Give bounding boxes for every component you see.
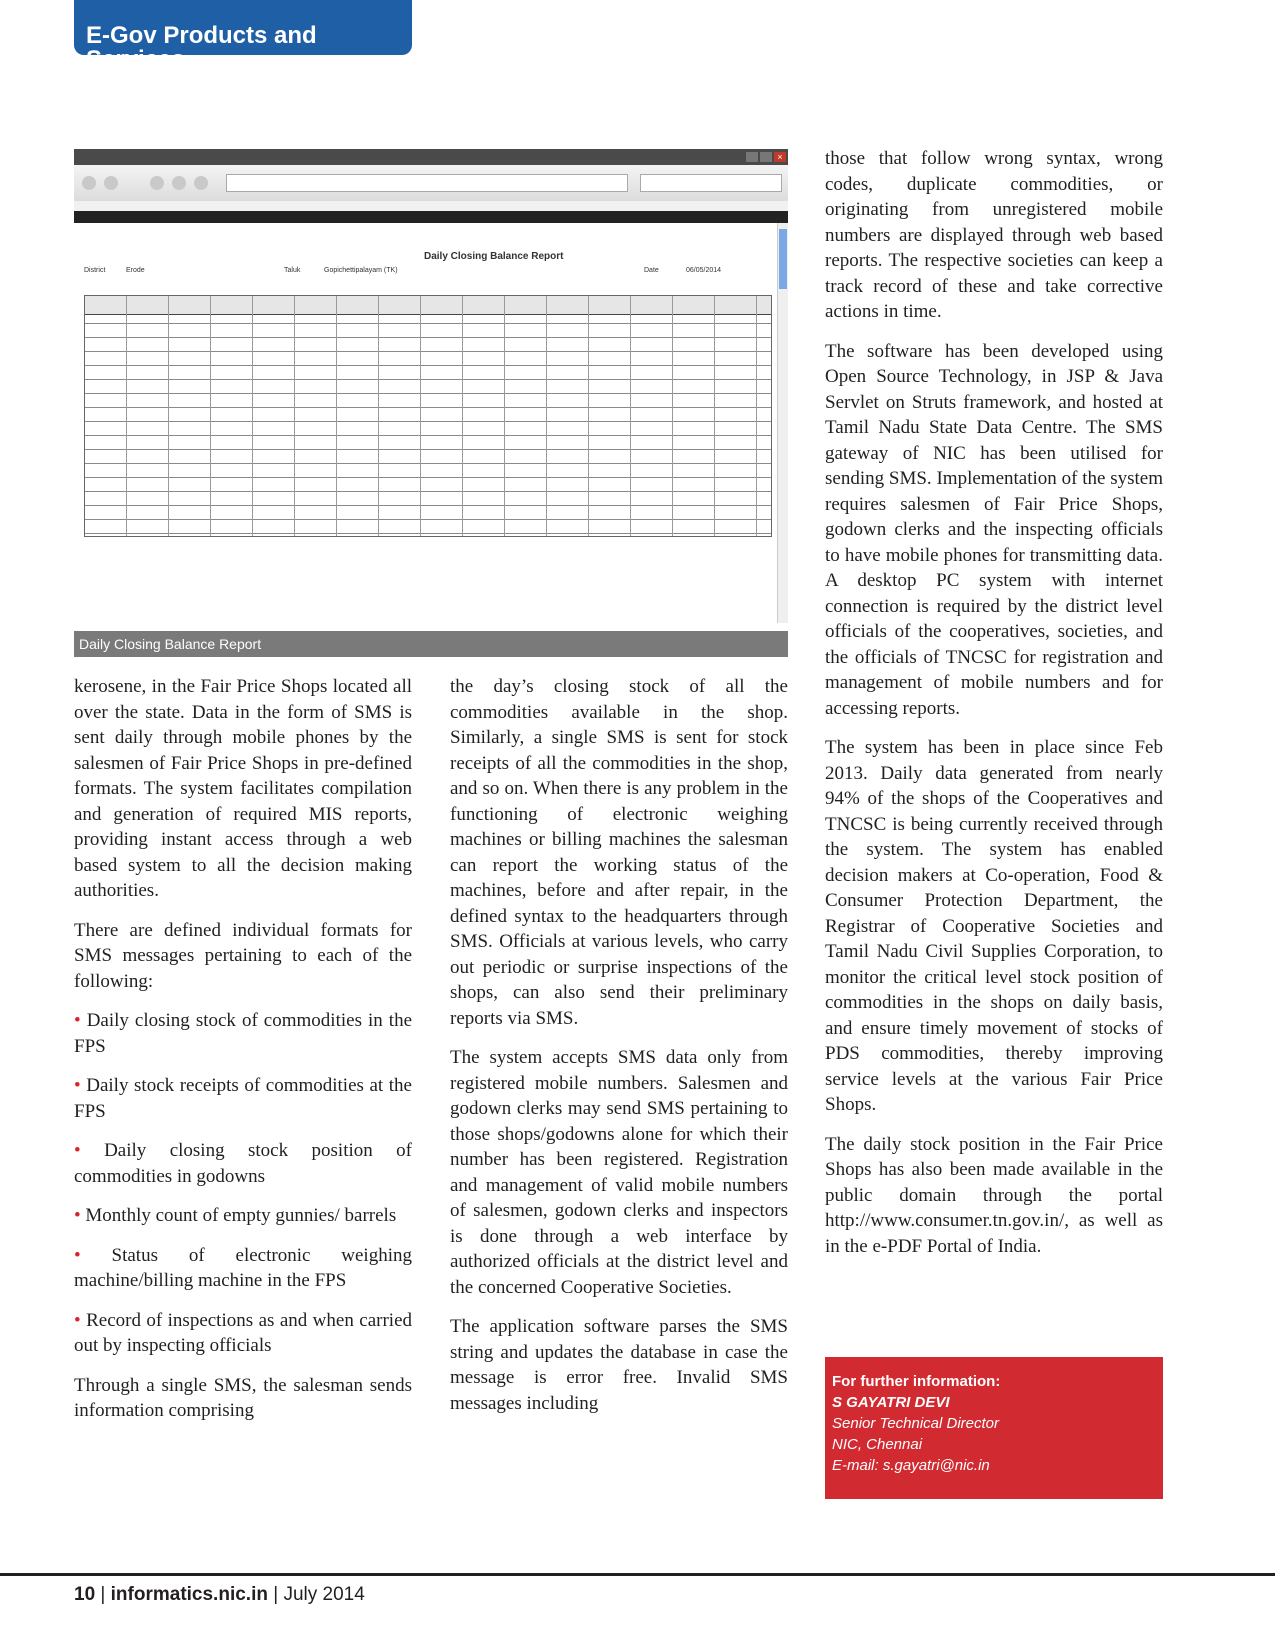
bullet-icon: •: [74, 1244, 112, 1266]
paragraph: kerosene, in the Fair Price Shops located all over the state. Data in the form of SMS is sent daily through mobile phones by the salesmen of Fair Price Shops in pre-defined formats. The system facilitates compilation and generation of required MIS reports, providing instant access through a web based system to all the decision making authorities.: [74, 676, 412, 901]
browser-navbar: [74, 165, 788, 201]
report-screenshot-figure: [74, 149, 788, 657]
close-icon: ×: [774, 152, 786, 162]
search-box: [640, 174, 782, 192]
paragraph: The software has been developed using Open Source Technology, in JSP & Java Servlet on Struts framework, and hosted at Tamil Nadu State Data Centre. The SMS gateway of NIC has been utilised for sending SMS. Implementation of the system requires salesmen of Fair Price Shops, godown clerks and the inspecting officials to have mobile phones for transmitting data. A desktop PC system with internet connection is required by the district level officials of the cooperatives, societies, and the officials of TNCSC for registration and management of mobile numbers and for accessing reports.: [825, 340, 1163, 719]
bullet-icon: •: [74, 1309, 87, 1331]
minimize-icon: [746, 152, 758, 162]
maximize-icon: [760, 152, 772, 162]
footer-separator: |: [95, 1584, 111, 1605]
page-footer: [74, 1580, 365, 1610]
bullet-icon: •: [74, 1075, 87, 1096]
address-bar: [226, 174, 628, 192]
bullet-icon: •: [74, 1205, 86, 1226]
footer-site: informatics.nic.in: [110, 1584, 268, 1605]
column-3: [825, 146, 1163, 1273]
paragraph: those that follow wrong syntax, wrong codes, duplicate commodities, or originating from unregistered mobile numbers are displayed through web based reports. The respective societies can keep a track record of these and take corrective actions in time.: [825, 148, 1163, 322]
district-value: Erode: [126, 267, 145, 274]
paragraph: The daily stock position in the Fair Price Shops has also been made available in the public domain through the portal http://www.consumer.tn.gov.in/, as well as in the e-PDF Portal of India.: [825, 1133, 1163, 1257]
report-title: Daily Closing Balance Report: [424, 251, 564, 262]
bullet-icon: •: [74, 1010, 87, 1031]
list-item-text: Record of inspections as and when carried out by inspecting officials: [74, 1309, 412, 1356]
back-icon: [82, 176, 96, 190]
list-item: [74, 1308, 412, 1359]
contact-designation: Senior Technical Director: [832, 1415, 1000, 1432]
forward-icon: [104, 176, 118, 190]
list-item: [74, 1138, 412, 1189]
district-label: District: [84, 267, 106, 274]
paragraph: Through a single SMS, the salesman sends information comprising: [74, 1374, 412, 1421]
window-titlebar: [74, 149, 788, 165]
paragraph: The system accepts SMS data only from registered mobile numbers. Salesmen and godown clerks may send SMS pertaining to those shops/godowns alone for which their number has been registered. Registration and management of valid mobile numbers of salesmen, godown clerks and inspectors is done through a web interface by authorized officials at the district level and the concerned Cooperative Societies.: [450, 1047, 788, 1298]
list-item: [74, 1073, 412, 1124]
footer-separator: |: [267, 1584, 284, 1605]
info-heading: For further information:: [832, 1373, 1001, 1390]
paragraph: The system has been in place since Feb 2013. Daily data generated from nearly 94% of the shops of the Cooperatives and TNCSC is being currently received through the system. The system has enabled decision makers at Co-operation, Food & Consumer Protection Department, the Registrar of Cooperative Societies and Tamil Nadu Civil Supplies Corporation, to monitor the critical level stock position of commodities in the shops on daily basis, and ensure timely movement of stocks of PDS commodities, thereby improving service levels at the various Fair Price Shops.: [825, 737, 1163, 1115]
contact-info-box: [825, 1357, 1163, 1499]
footer-rule: [0, 1573, 1275, 1576]
report-table-columns: [85, 296, 771, 536]
report-table: [84, 295, 772, 537]
taluk-label: Taluk: [284, 267, 301, 274]
contact-name: S GAYATRI DEVI: [832, 1394, 950, 1411]
page-number: 10: [74, 1584, 96, 1605]
list-item-text: Daily closing stock position of commodities in godowns: [74, 1140, 413, 1187]
list-item-text: Monthly count of empty gunnies/ barrels: [85, 1205, 397, 1226]
section-header: E-Gov Products and Services: [74, 0, 412, 55]
list-item: [74, 1243, 412, 1294]
paragraph: The application software parses the SMS string and updates the database in case the message is error free. Invalid SMS messages including: [450, 1316, 788, 1414]
favorites-bar: [74, 201, 788, 211]
list-item: [74, 1203, 412, 1229]
page-scrollbar: [777, 223, 788, 623]
list-item-text: Status of electronic weighing machine/billing machine in the FPS: [74, 1244, 412, 1291]
date-value: 06/05/2014: [686, 267, 722, 274]
list-item: [74, 1008, 412, 1059]
taluk-value: Gopichettipalayam (TK): [324, 267, 398, 274]
home-icon: [194, 176, 208, 190]
date-label: Date: [644, 267, 659, 274]
scrollbar-thumb: [779, 229, 787, 289]
figure-caption: Daily Closing Balance Report: [74, 631, 788, 657]
refresh-icon: [150, 176, 164, 190]
list-item-text: Daily closing stock of commodities in the FPS: [74, 1010, 412, 1057]
footer-date: July 2014: [283, 1584, 365, 1605]
stop-icon: [172, 176, 186, 190]
contact-org: NIC, Chennai: [832, 1436, 923, 1453]
contact-email: E-mail: s.gayatri@nic.in: [832, 1457, 990, 1474]
browser-screenshot: [74, 149, 788, 631]
command-bar: [74, 211, 788, 223]
bullet-icon: •: [74, 1140, 105, 1161]
paragraph: There are defined individual formats for SMS messages pertaining to each of the following:: [74, 919, 412, 992]
list-item-text: Daily stock receipts of commodities at the FPS: [74, 1075, 412, 1122]
paragraph: the day’s closing stock of all the commodities available in the shop. Similarly, a single SMS is sent for stock receipts of all the commodities in the shop, and so on. When there is any problem in the functioning of electronic weighing machines or billing machines the salesman can report the working status of the machines, before and after repair, in the defined syntax to the headquarters through SMS. Officials at various levels, who carry out periodic or surprise inspections of the shops, can also send their preliminary reports via SMS.: [450, 676, 788, 1029]
column-2: [450, 674, 788, 1430]
column-1: [74, 674, 412, 1438]
